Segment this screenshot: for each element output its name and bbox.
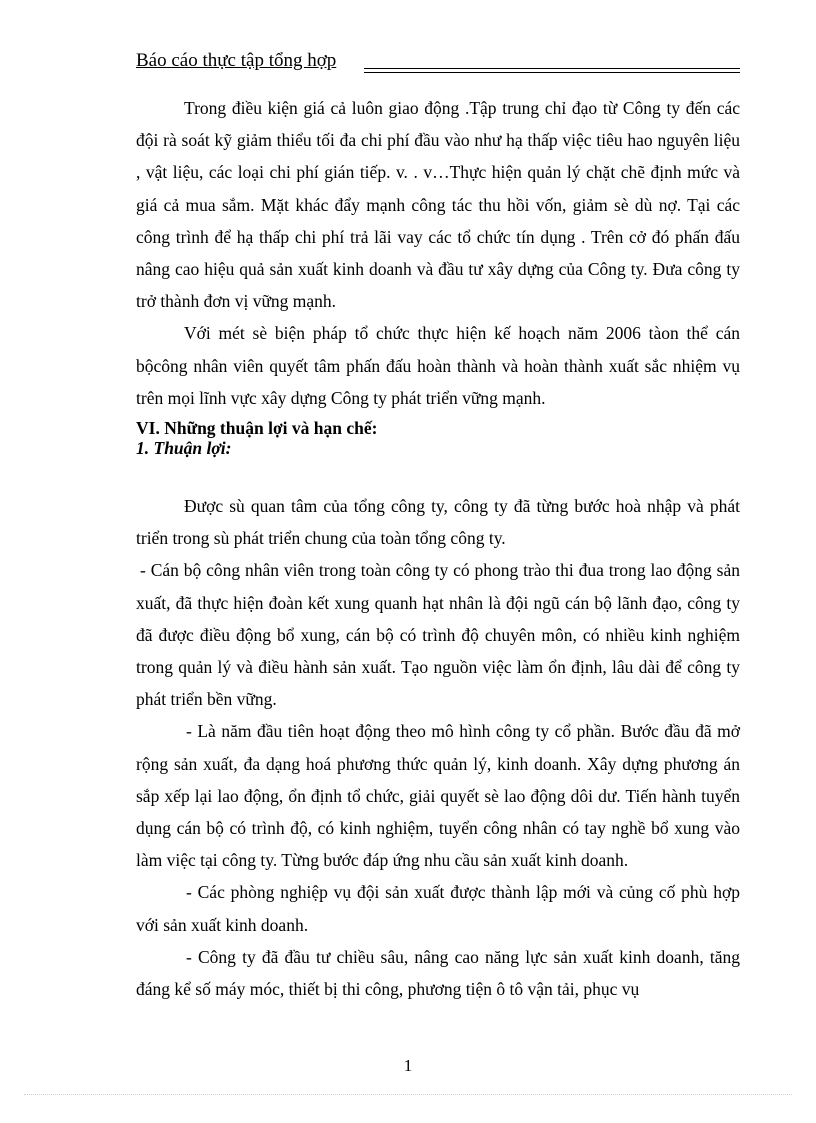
subsection-heading-advantages: 1. Thuận lợi:: [136, 438, 232, 459]
paragraph-corporate-support: Được sù quan tâm của tổng công ty, công ty đã từng bước hoà nhập và phát triển trong sù phát triển chung của toàn tổng công ty.: [136, 496, 740, 549]
page-bottom-border: [24, 1094, 792, 1095]
header-title: Báo cáo thực tập tổng hợp: [136, 50, 337, 71]
paragraph-joint-stock-model: - Là năm đầu tiên hoạt động theo mô hình công ty cổ phần. Bước đầu đã mở rộng sản xuất, đa dạng hoá phương thức quản lý, kinh doanh. Xây dựng phương án sắp xếp lại lao động, ổn định tổ chức, giải quyết sè lao động dôi dư. Tiến hành tuyển dụng cán bộ có trình độ, có kinh nghiệm, tuyển công nhân có tay nghề bổ xung vào làm việc tại công ty. Từng bước đáp ứng nhu cầu sản xuất kinh doanh.: [136, 721, 740, 871]
paragraph-staff-emulation: - Cán bộ công nhân viên trong toàn công ty có phong trào thi đua trong lao động sản xuất, đã thực hiện đoàn kết xung quanh hạt nhân là đội ngũ cán bộ lãnh đạo, công ty đã được điều động bổ xung, cán bộ có trình độ chuyên môn, có nhiều kinh nghiệm trong quản lý và điều hành sản xuất. Tạo nguồn việc làm ổn định, lâu dài để công ty phát triển bền vững.: [136, 560, 740, 710]
paragraph-investment: - Công ty đã đầu tư chiều sâu, nâng cao năng lực sản xuất kinh doanh, tăng đáng kể số máy móc, thiết bị thi công, phương tiện ô tô vận tải, phục vụ: [136, 946, 740, 1000]
page-header: [136, 50, 740, 74]
header-rule-thick: [364, 68, 740, 69]
section-heading-advantages-limitations: VI. Những thuận lợi và hạn chế:: [136, 418, 378, 439]
page-number: 1: [403, 1056, 413, 1075]
document-body: [136, 92, 740, 1005]
paragraph-departments: - Các phòng nghiệp vụ đội sản xuất được thành lập mới và củng cố phù hợp với sản xuất kinh doanh.: [136, 882, 740, 935]
header-rule-thin: [364, 72, 740, 73]
paragraph-cost-control: Trong điều kiện giá cả luôn giao động .Tập trung chỉ đạo từ Công ty đến các đội rà soát kỹ giảm thiểu tối đa chi phí đầu vào như hạ thấp việc tiêu hao nguyên liệu , vật liệu, các loại chi phí gián tiếp. v. . v…Thực hiện quản lý chặt chẽ định mức và giá cả mua sắm. Mặt khác đẩy mạnh công tác thu hồi vốn, giảm sè dù nợ. Tại các công trình để hạ thấp chi phí trả lãi vay các tổ chức tín dụng . Trên cở đó phấn đấu nâng cao hiệu quả sản xuất kinh doanh và đầu tư xây dựng của Công ty. Đưa công ty trở thành đơn vị vững mạnh.: [136, 98, 740, 312]
paragraph-plan-2006: Với mét sè biện pháp tổ chức thực hiện kế hoạch năm 2006 tàon thể cán bộcông nhân viên quyết tâm phấn đấu hoàn thành và hoàn thành xuất sắc nhiệm vụ trên mọi lĩnh vực xây dựng Công ty phát triển vững mạnh.: [136, 323, 740, 408]
